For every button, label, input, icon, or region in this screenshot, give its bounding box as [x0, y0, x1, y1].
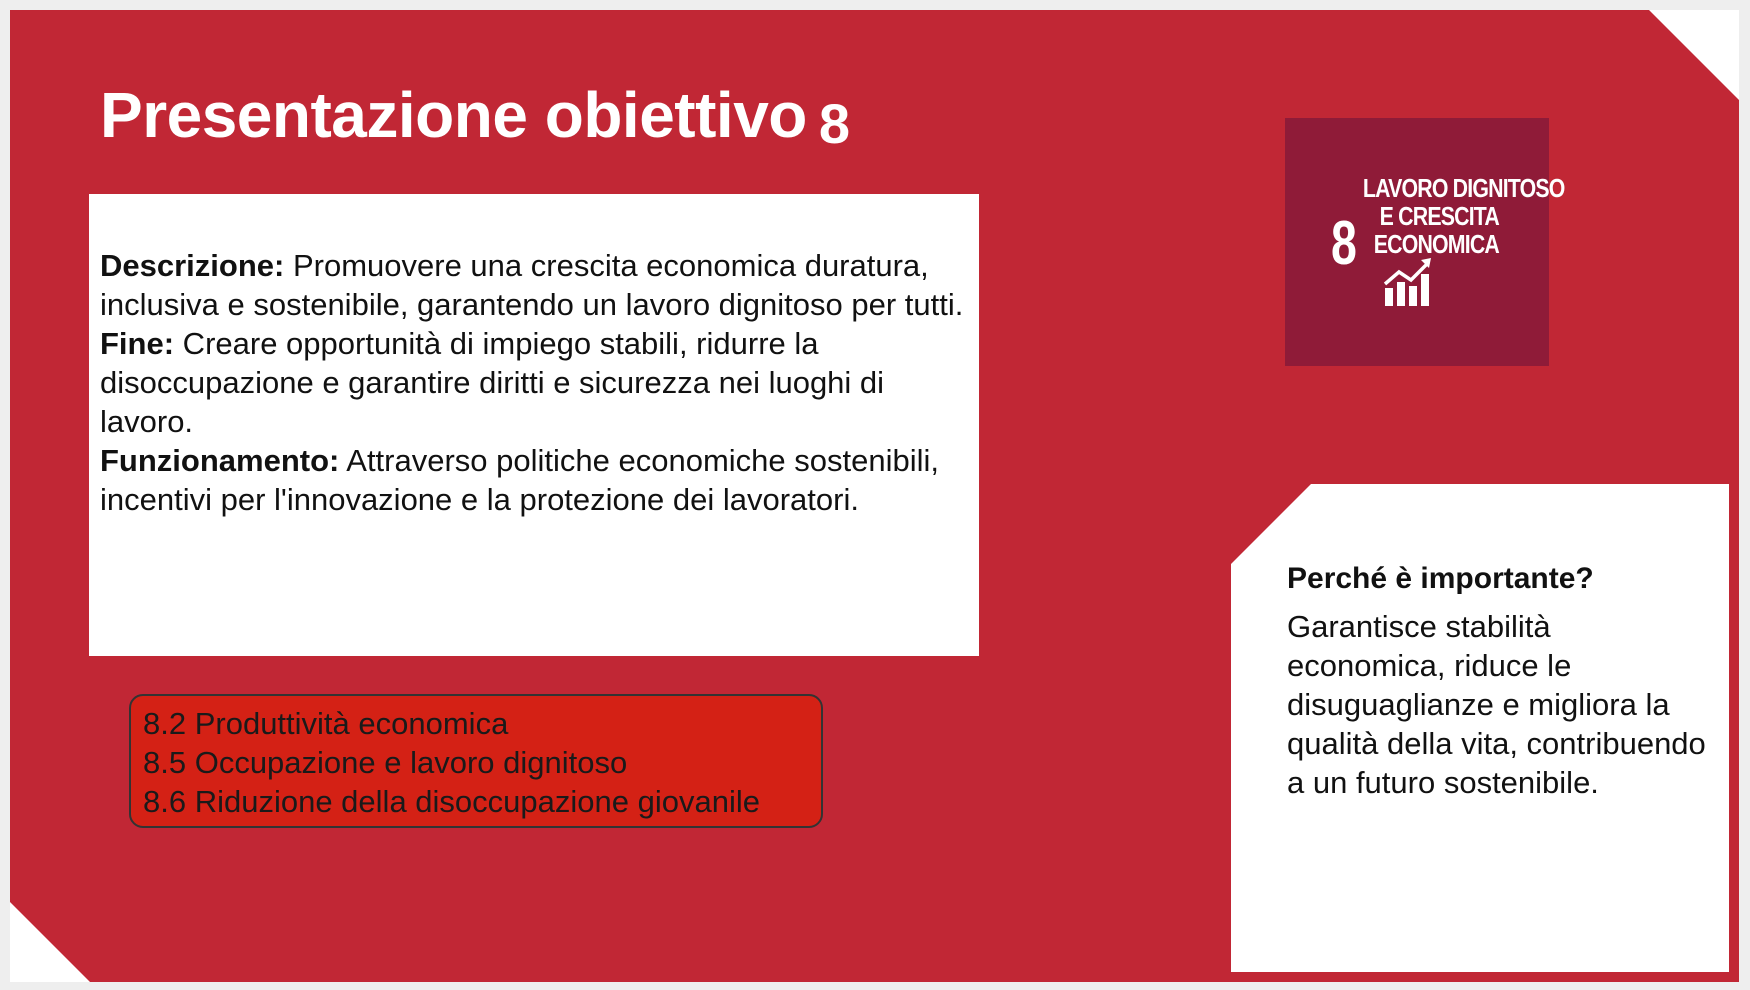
sdg-logo-line: E CRESCITA [1379, 201, 1499, 231]
slide-title-text: Presentazione obiettivo [100, 79, 807, 151]
targets-box [129, 694, 823, 828]
corner-decoration-top-right [1649, 10, 1739, 100]
fine-paragraph [100, 324, 965, 441]
description-box [89, 194, 979, 656]
target-item: 8.2 Produttività economica [143, 706, 509, 741]
fine-label: Fine: [100, 326, 175, 361]
sdg-logo-line: LAVORO DIGNITOSO [1362, 173, 1565, 203]
descrizione-label: Descrizione: [100, 248, 285, 283]
sdg-8-logo [1285, 118, 1565, 366]
slide-title-number: 8 [818, 92, 850, 155]
descrizione-text: Promuovere una crescita economica duratura, inclusiva e sostenibile, garantendo un lavoro dignitoso per tutti. [100, 248, 964, 322]
slide-title [100, 78, 850, 155]
sdg-logo-title [1362, 173, 1565, 259]
growth-chart-icon [1383, 258, 1433, 306]
corner-decoration-bottom-left [10, 902, 90, 982]
funzionamento-label: Funzionamento: [100, 443, 340, 478]
fine-text: Creare opportunità di impiego stabili, ridurre la disoccupazione e garantire diritti e sicurezza nei luoghi di lavoro. [100, 326, 885, 439]
funzionamento-text: Attraverso politiche economiche sostenibili, incentivi per l'innovazione e la protezione dei lavoratori. [100, 443, 940, 517]
target-item: 8.6 Riduzione della disoccupazione giovanile [143, 784, 760, 819]
funzionamento-paragraph [100, 441, 965, 519]
sdg-logo-number: 8 [1331, 209, 1357, 278]
why-important-title: Perché è importante? [1287, 562, 1594, 595]
sdg-logo-line: ECONOMICA [1373, 229, 1499, 259]
why-important-text: Garantisce stabilità economica, riduce le disuguaglianze e migliora la qualità della vita, contribuendo a un futuro sostenibile. [1287, 609, 1706, 800]
descrizione-paragraph [100, 246, 965, 324]
target-item: 8.5 Occupazione e lavoro dignitoso [143, 745, 628, 780]
